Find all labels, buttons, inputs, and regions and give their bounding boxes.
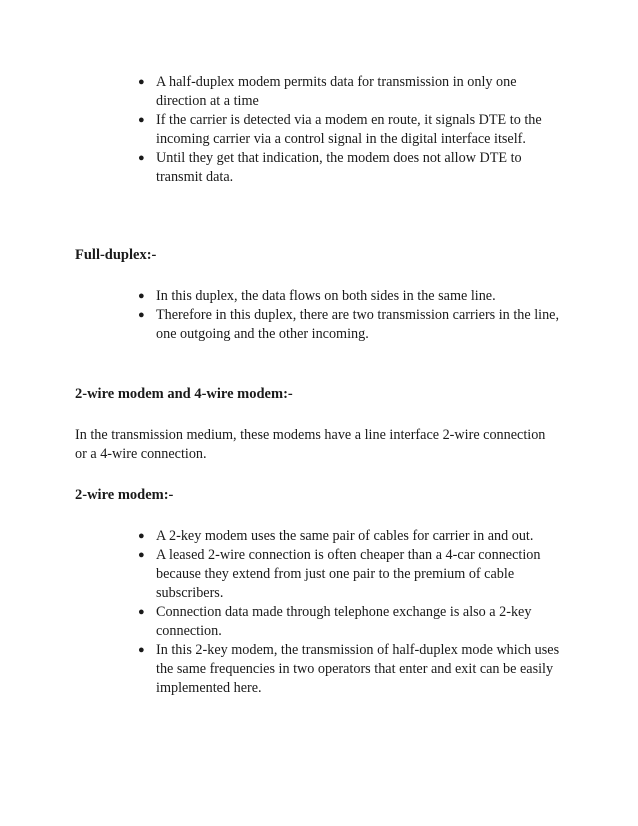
- wire-modems-paragraph: In the transmission medium, these modems have a line interface 2-wire connection or a 4-wire connection.: [75, 427, 546, 462]
- full-duplex-heading: Full-duplex:-: [75, 247, 157, 263]
- bullet-icon: ●: [138, 114, 145, 126]
- wire-modems-heading: 2-wire modem and 4-wire modem:-: [75, 386, 293, 402]
- list-item: [138, 306, 568, 344]
- bullet-icon: ●: [138, 549, 145, 561]
- list-item: [138, 287, 568, 306]
- intro-bullet-list: [138, 73, 568, 187]
- bullet-icon: ●: [138, 644, 145, 656]
- bullet-icon: ●: [138, 530, 145, 542]
- list-item: [138, 641, 568, 698]
- bullet-text: A half-duplex modem permits data for transmission in only one direction at a time: [156, 74, 517, 109]
- list-item: [138, 111, 568, 149]
- bullet-icon: ●: [138, 309, 145, 321]
- bullet-icon: ●: [138, 76, 145, 88]
- bullet-text: A leased 2-wire connection is often cheaper than a 4-car connection because they extend from just one pair to the premium of cable subscribers.: [156, 547, 541, 601]
- list-item: [138, 527, 568, 546]
- bullet-text: In this 2-key modem, the transmission of half-duplex mode which uses the same frequencies in two operators that enter and exit can be easily implemented here.: [156, 642, 560, 696]
- bullet-icon: ●: [138, 606, 145, 618]
- two-wire-heading: 2-wire modem:-: [75, 487, 174, 503]
- bullet-text: If the carrier is detected via a modem en route, it signals DTE to the incoming carrier via a control signal in the digital interface itself.: [156, 112, 542, 147]
- full-duplex-bullet-list: [138, 287, 568, 344]
- bullet-icon: ●: [138, 290, 145, 302]
- list-item: [138, 546, 568, 603]
- bullet-icon: ●: [138, 152, 145, 164]
- bullet-text: In this duplex, the data flows on both sides in the same line.: [156, 288, 496, 304]
- list-item: [138, 73, 568, 111]
- bullet-text: Therefore in this duplex, there are two transmission carriers in the line, one outgoing and the other incoming.: [156, 307, 560, 342]
- bullet-text: Until they get that indication, the modem does not allow DTE to transmit data.: [156, 150, 522, 185]
- bullet-text: Connection data made through telephone exchange is also a 2-key connection.: [156, 604, 532, 639]
- bullet-text: A 2-key modem uses the same pair of cables for carrier in and out.: [156, 528, 534, 544]
- list-item: [138, 603, 568, 641]
- two-wire-bullet-list: [138, 527, 568, 698]
- list-item: [138, 149, 568, 187]
